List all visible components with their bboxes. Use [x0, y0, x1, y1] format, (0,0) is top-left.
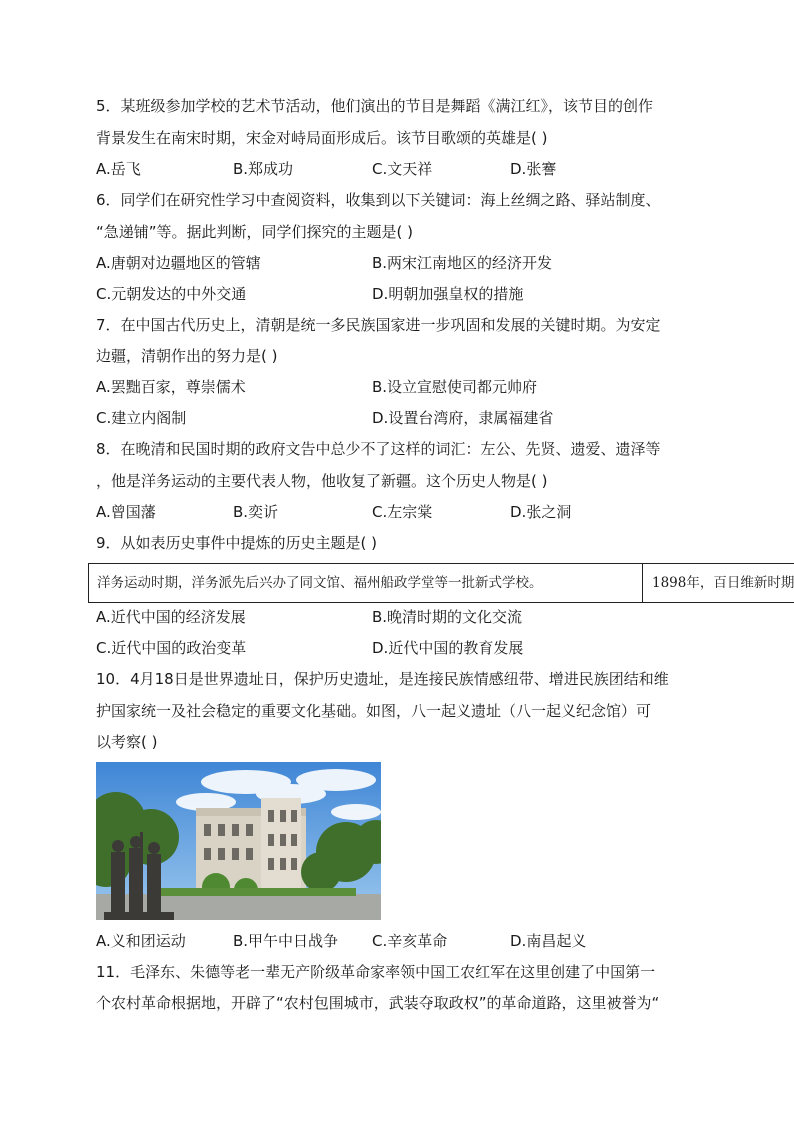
q5-option-b: B.郑成功 [233, 160, 294, 178]
q6-option-c: C.元朝发达的中外交通 [96, 285, 247, 303]
q9-table-cell-2: 1898年，百日维新时期 [642, 564, 794, 602]
q8-text-line1: 8．在晚清和民国时期的政府文告中总少不了这样的词汇：左公、先贤、遗爱、遗泽等 [96, 440, 661, 458]
q7-option-b: B.设立宣慰使司都元帅府 [372, 378, 538, 396]
q8-option-a: A.曾国藩 [96, 503, 156, 521]
q7-option-c: C.建立内阁制 [96, 409, 187, 427]
q10-option-b: B.甲午中日战争 [233, 932, 339, 950]
memorial-photo-illustration [96, 762, 381, 920]
q10-option-d: D.南昌起义 [510, 932, 587, 950]
q8-option-d: D.张之洞 [510, 503, 572, 521]
q9-option-d: D.近代中国的教育发展 [372, 639, 524, 657]
q9-table-cell-1: 洋务运动时期，洋务派先后兴办了同文馆、福州船政学堂等一批新式学校。 [97, 575, 543, 591]
q10-text-line1: 10．4月18日是世界遗址日，保护历史遗址，是连接民族情感纽带、增进民族团结和维 [96, 670, 669, 688]
q6-option-a: A.唐朝对边疆地区的管辖 [96, 254, 261, 272]
q5-text-line2: 背景发生在南宋时期，宋金对峙局面形成后。该节目歌颂的英雄是( ) [96, 129, 548, 147]
q9-option-a: A.近代中国的经济发展 [96, 608, 246, 626]
q6-text-line2: “急递铺”等。据此判断，同学们探究的主题是( ) [96, 223, 414, 241]
q8-text-line2: ，他是洋务运动的主要代表人物，他收复了新疆。这个历史人物是( ) [96, 472, 548, 490]
q5-option-a: A.岳飞 [96, 160, 141, 178]
hedge [156, 888, 356, 896]
q10-text-line2: 护国家统一及社会稳定的重要文化基础。如图，八一起义遗址（八一起义纪念馆）可 [96, 702, 652, 720]
q11-text-line1: 11．毛泽东、朱德等老一辈无产阶级革命家率领中国工农红军在这里创建了中国第一 [96, 963, 656, 981]
q5-option-d: D.张謇 [510, 160, 557, 178]
q10-text-line3: 以考察( ) [96, 733, 158, 751]
q9-text-line1: 9．从如表历史事件中提炼的历史主题是( ) [96, 534, 378, 552]
q7-text-line1: 7．在中国古代历史上，清朝是统一多民族国家进一步巩固和发展的关键时期。为安定 [96, 316, 661, 334]
q7-option-d: D.设置台湾府，隶属福建省 [372, 409, 554, 427]
q9-option-b: B.晚清时期的文化交流 [372, 608, 523, 626]
q6-option-b: B.两宋江南地区的经济开发 [372, 254, 553, 272]
q6-option-d: D.明朝加强皇权的措施 [372, 285, 524, 303]
bayi-memorial-photo [96, 762, 381, 920]
q9-table [88, 563, 794, 603]
q9-option-c: C.近代中国的政治变革 [96, 639, 247, 657]
q5-text-line1: 5．某班级参加学校的艺术节活动，他们演出的节目是舞蹈《满江红》，该节目的创作 [96, 97, 654, 115]
q8-option-b: B.奕䜣 [233, 503, 279, 521]
q7-option-a: A.罢黜百家，尊崇儒术 [96, 378, 246, 396]
q8-option-c: C.左宗棠 [372, 503, 433, 521]
q11-text-line2: 个农村革命根据地，开辟了“农村包围城市，武装夺取政权”的革命道路，这里被誉为“ [96, 994, 660, 1012]
q10-option-a: A.义和团运动 [96, 932, 186, 950]
q5-option-c: C.文天祥 [372, 160, 433, 178]
q7-text-line2: 边疆，清朝作出的努力是( ) [96, 347, 278, 365]
q10-option-c: C.辛亥革命 [372, 932, 448, 950]
q6-text-line1: 6．同学们在研究性学习中查阅资料，收集到以下关键词：海上丝绸之路、驿站制度、 [96, 191, 661, 209]
